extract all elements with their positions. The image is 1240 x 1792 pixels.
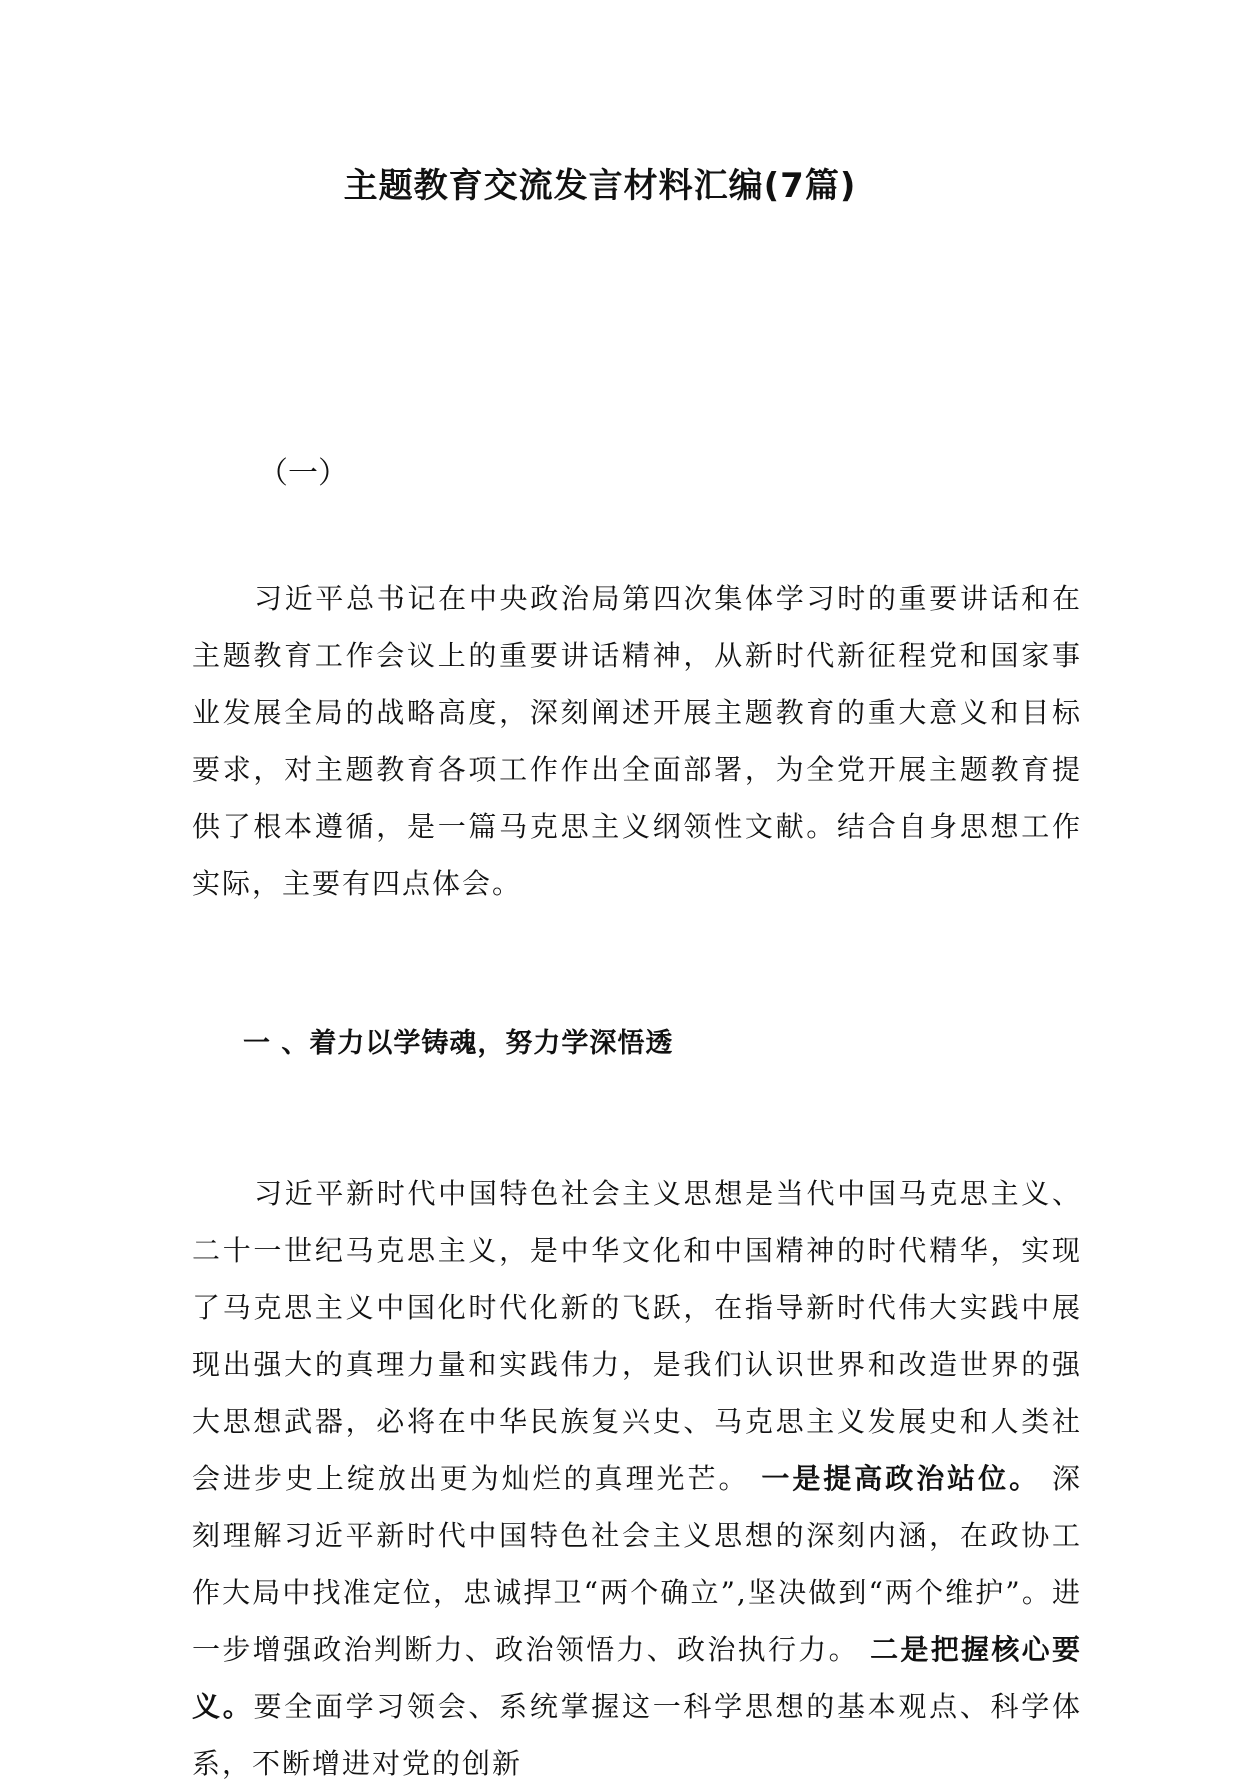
key-point-2: 二是把握核心要义。 [192,1633,1082,1723]
section-heading-1: 一 、着力以学铸魂，努力学深悟透 [243,1028,674,1059]
paragraph-text: 习近平新时代中国特色社会主义思想是当代中国马克思主义、二十一世纪马克思主义，是中华文化和中国精神的时代精华，实现了马克思主义中国化时代化新的飞跃，在指导新时代伟大实践中展现出强大的真理力量和实践伟力，是我们认识世界和改造世界的强大思想武器，必将在中华民族复兴史、马克思主义发展史和人类社会进步史上绽放出更为灿烂的真理光芒。 [192,1177,1082,1495]
section-number: （一） [258,456,348,491]
document-title: 主题教育交流发言材料汇编(7篇) [343,166,857,206]
paragraph-text: 要全面学习领会、系统掌握这一科学思想的基本观点、科学体系，不断增进对党的创新 [192,1690,1082,1780]
paragraph-body-1 [192,1165,1082,1792]
paragraph-intro: 习近平总书记在中央政治局第四次集体学习时的重要讲话和在主题教育工作会议上的重要讲话精神，从新时代新征程党和国家事业发展全局的战略高度，深刻阐述开展主题教育的重大意义和目标要求，对主题教育各项工作作出全面部署，为全党开展主题教育提供了根本遵循，是一篇马克思主义纲领性文献。结合自身思想工作实际，主要有四点体会。 [192,582,1082,900]
key-point-1: 一是提高政治站位。 [761,1462,1041,1495]
paragraph-text: 深刻理解习近平新时代中国特色社会主义思想的深刻内涵，在政协工作大局中找准定位，忠诚捍卫“两个确立”,坚决做到“两个维护”。进一步增强政治判断力、政治领悟力、政治执行力。 [192,1462,1082,1666]
